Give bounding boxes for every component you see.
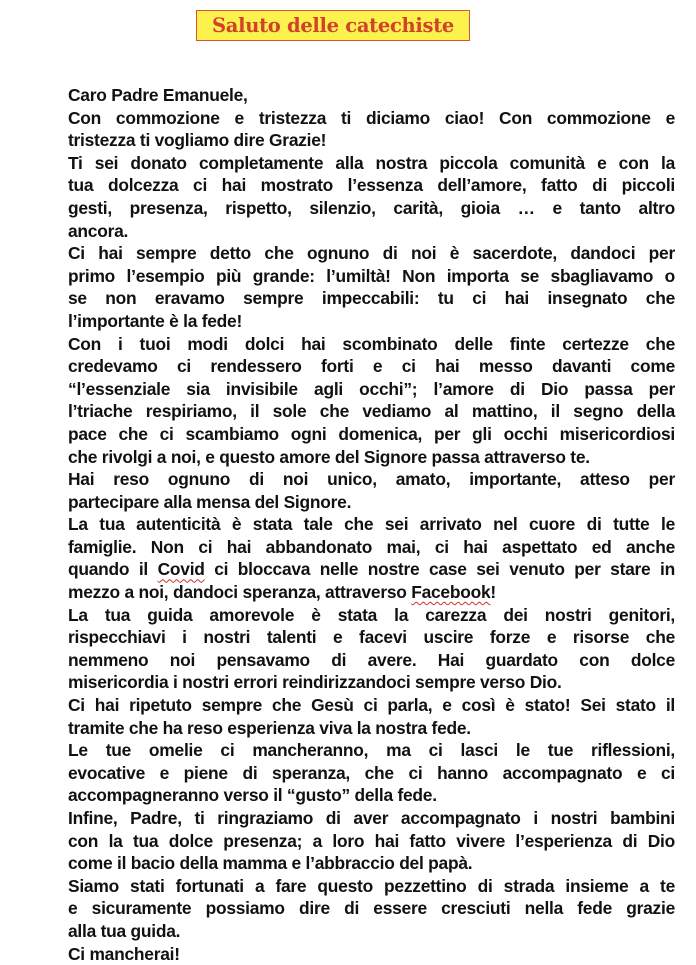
letter-line: l’triache respiriamo, il sole che vediamo al mattino, il segno della <box>68 401 675 422</box>
letter-line: misericordia i nostri errori reindirizzandoci sempre verso Dio. <box>68 672 562 693</box>
letter-line: l’importante è la fede! <box>68 310 242 331</box>
line-text: quando il <box>68 559 158 580</box>
letter-line <box>68 581 675 604</box>
letter-line: La tua autenticità è stata tale che sei arrivato nel cuore di tutte le <box>68 514 675 535</box>
letter-line: “l’essenziale sia invisibile agli occhi”; l’amore di Dio passa per <box>68 378 675 399</box>
letter-line: Siamo stati fortunati a fare questo pezzettino di strada insieme a te <box>68 875 675 896</box>
letter-line: Infine, Padre, ti ringraziamo di aver accompagnato i nostri bambini <box>68 808 675 828</box>
letter-line: Ci hai sempre detto che ognuno di noi è sacerdote, dandoci per <box>68 243 675 264</box>
letter-line: alla tua guida. <box>68 920 181 941</box>
letter-line: nemmeno noi pensavamo di avere. Hai guardato con dolce <box>68 649 675 670</box>
letter-line: La tua guida amorevole è stata la carezza dei nostri genitori, <box>68 604 675 625</box>
title-banner <box>196 10 470 41</box>
spellcheck-flagged-word: Covid <box>157 559 205 580</box>
letter-line: famiglie. Non ci hai abbandonato mai, ci hai aspettato ed anche <box>68 536 675 557</box>
spellcheck-flagged-word: Facebook <box>411 582 491 603</box>
document-title: Saluto delle catechiste <box>211 14 455 37</box>
letter-line: Con commozione e tristezza ti diciamo ciao! Con commozione e <box>68 107 675 128</box>
letter-line: Le tue omelie ci mancheranno, ma ci lasci le tue riflessioni, <box>68 740 675 761</box>
line-text: mezzo a noi, dandoci speranza, attraverso <box>68 582 412 603</box>
letter-line: credevamo ci rendessero forti e ci hai messo davanti come <box>68 356 675 377</box>
letter-line: Con i tuoi modi dolci hai scombinato delle finte certezze che <box>68 333 675 354</box>
line-text: ci bloccava nelle nostre case sei venuto per stare in <box>204 559 675 580</box>
letter-line: pace che ci scambiamo ogni domenica, per gli occhi misericordiosi <box>68 423 675 444</box>
letter-line: gesti, presenza, rispetto, silenzio, carità, gioia … e tanto altro <box>68 197 675 218</box>
letter-line: se non eravamo sempre impeccabili: tu ci hai insegnato che <box>68 288 675 309</box>
letter-line: rispecchiavi i nostri talenti e facevi uscire forze e risorse che <box>68 627 675 648</box>
letter-line: Ci hai ripetuto sempre che Gesù ci parla, e così è stato! Sei stato il <box>68 695 675 716</box>
letter-body <box>68 84 675 965</box>
letter-line: come il bacio della mamma e l’abbraccio del papà. <box>68 853 473 874</box>
letter-line: Caro Padre Emanuele, <box>68 85 248 105</box>
letter-line: tramite che ha reso esperienza viva la nostra fede. <box>68 717 471 738</box>
letter-line: evocative e piene di speranza, che ci hanno accompagnato e ci <box>68 762 675 783</box>
letter-line: Ti sei donato completamente alla nostra piccola comunità e con la <box>68 152 675 173</box>
letter-line: Hai reso ognuno di noi unico, amato, importante, atteso per <box>68 469 675 490</box>
letter-line: ancora. <box>68 220 129 241</box>
letter-line: che rivolgi a noi, e questo amore del Signore passa attraverso te. <box>68 446 590 467</box>
letter-line: tristezza ti vogliamo dire Grazie! <box>68 130 327 151</box>
letter-line: partecipare alla mensa del Signore. <box>68 491 352 512</box>
letter-line: tua dolcezza ci hai mostrato l’essenza dell’amore, fatto di piccoli <box>68 175 675 196</box>
line-text: ! <box>490 582 496 603</box>
letter-line <box>68 558 675 581</box>
letter-line: con la tua dolce presenza; a loro hai fatto vivere l’esperienza di Dio <box>68 830 675 851</box>
letter-line: accompagneranno verso il “gusto” della fede. <box>68 785 437 806</box>
letter-line: Ci mancherai! <box>68 943 180 964</box>
letter-line: primo l’esempio più grande: l’umiltà! Non importa se sbagliavamo o <box>68 265 675 286</box>
letter-line: e sicuramente possiamo dire di essere cresciuti nella fede grazie <box>68 898 675 919</box>
